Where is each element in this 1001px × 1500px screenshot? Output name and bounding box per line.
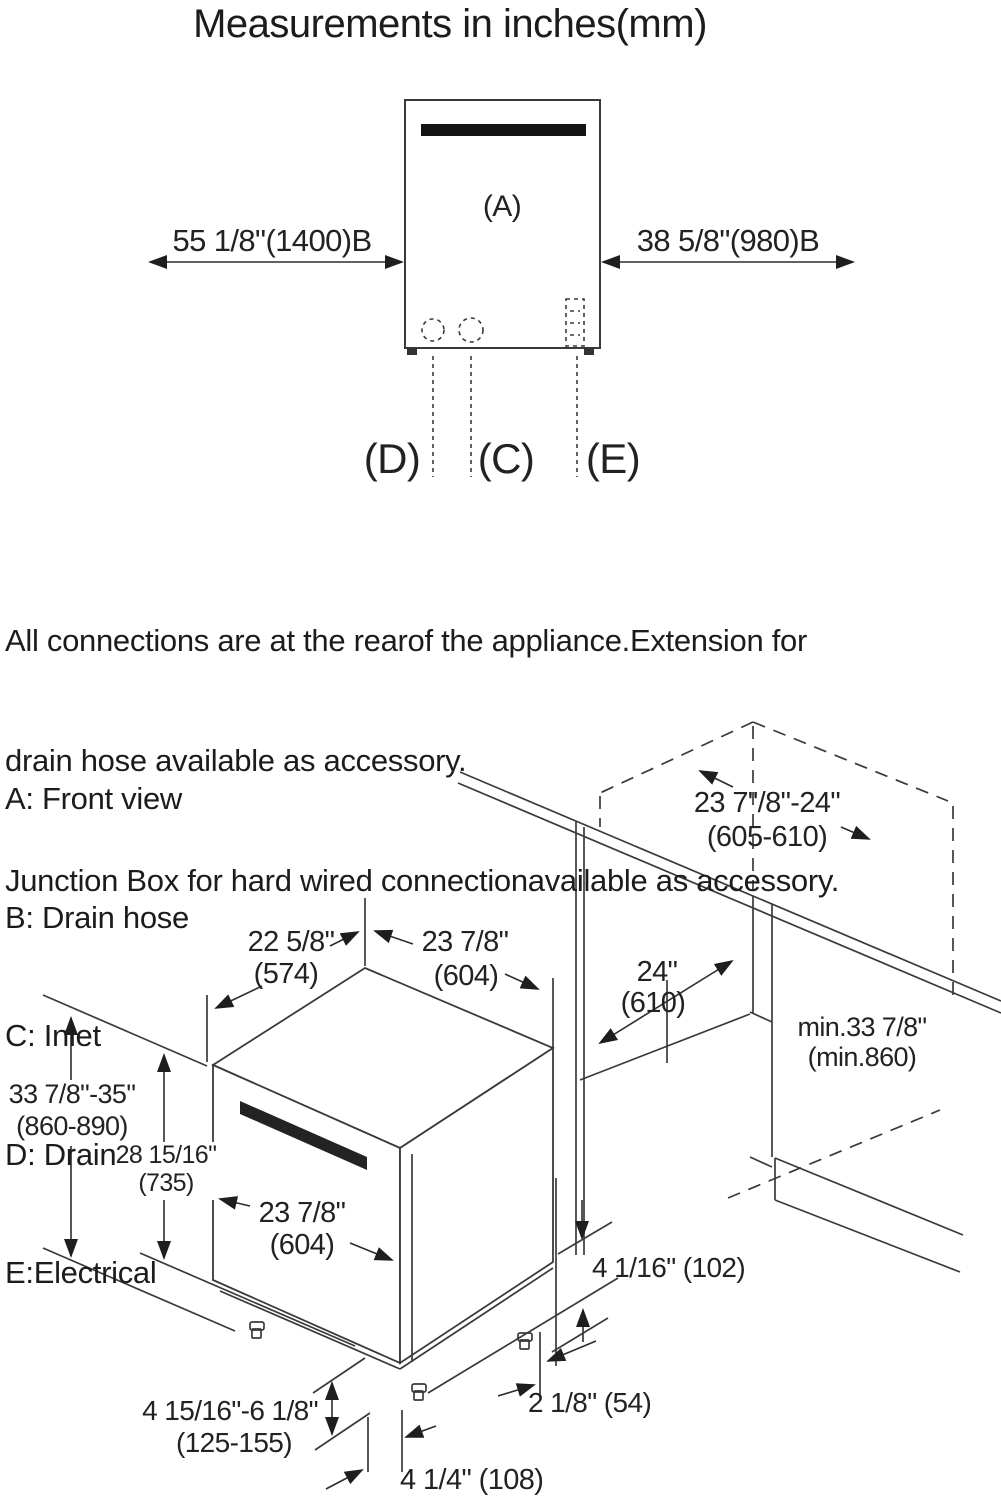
dim-opening-depth-in: 24" [636, 956, 678, 988]
left-foot [407, 348, 417, 355]
dim-min-height-mm: (min.860) [807, 1042, 917, 1072]
dim-niche-width-in: 23 7"/8"-24" [693, 787, 841, 819]
dim-opening-depth-mm: (610) [620, 987, 686, 1019]
handle-bar [421, 124, 586, 136]
dim-top-width-mm: (574) [253, 958, 319, 990]
dim-body-height-in: 28 15/16" [115, 1141, 217, 1169]
dim-min-height-in: min.33 7/8" [797, 1012, 927, 1042]
dim-drain-hose-right: 38 5/8"(980)B [636, 223, 820, 258]
note-line: All connections are at the rearof the appliance.Extension for [5, 623, 807, 658]
dim-body-height-mm: (735) [138, 1169, 194, 1197]
inlet-label: (C) [477, 435, 535, 482]
dim-base-depth: 4 1/4" (108) [400, 1464, 544, 1496]
front-view-label: (A) [482, 190, 522, 223]
legend [5, 700, 189, 1332]
legend-item-electrical: E:Electrical [5, 1255, 157, 1290]
right-foot [584, 348, 594, 355]
dim-top-depth-in: 23 7/8" [421, 926, 509, 958]
dim-toe-kick-height: 4 1/16" (102) [592, 1252, 746, 1283]
niche-width-arrow-right [841, 827, 869, 839]
note-line: Junction Box for hard wired connectionavailable as accessory. [5, 863, 840, 898]
dim-toe-kick-depth: 2 1/8" (54) [528, 1387, 652, 1418]
note-line: drain hose available as accessory. [5, 743, 467, 778]
page-title: Measurements in inches(mm) [193, 2, 707, 46]
dim-top-width-in: 22 5/8" [247, 926, 335, 958]
dim-door-width-mm: (604) [269, 1229, 335, 1261]
legend-item-inlet: C: Inlet [5, 1018, 101, 1053]
electrical-port [566, 299, 584, 346]
dim-niche-height-mm: (860-890) [16, 1111, 128, 1141]
legend-item-front-view: A: Front view [5, 781, 182, 816]
inlet-port [459, 318, 483, 342]
dim-drain-hose-left: 55 1/8"(1400)B [172, 223, 372, 258]
top-depth-arrow-right [505, 974, 538, 989]
drain-label: (D) [363, 435, 421, 482]
dim-leveling-mm: (125-155) [175, 1427, 292, 1458]
dishwasher-body [213, 968, 553, 1400]
dim-niche-width-mm: (605-610) [706, 821, 828, 853]
drain-port [422, 319, 444, 341]
toe-kick-panel [728, 1110, 963, 1272]
legend-item-drain-hose: B: Drain hose [5, 899, 189, 935]
front-view-drawing [150, 100, 853, 482]
dim-leveling-in: 4 15/16"-6 1/8" [142, 1395, 318, 1426]
legend-item-drain: D: Drain [5, 1136, 117, 1172]
leveling-dimension [313, 1358, 370, 1450]
dim-niche-height-in: 33 7/8"-35" [8, 1079, 136, 1109]
dim-door-width-in: 23 7/8" [258, 1197, 346, 1229]
dim-top-depth-mm: (604) [433, 960, 499, 992]
electrical-label: (E) [585, 435, 641, 482]
